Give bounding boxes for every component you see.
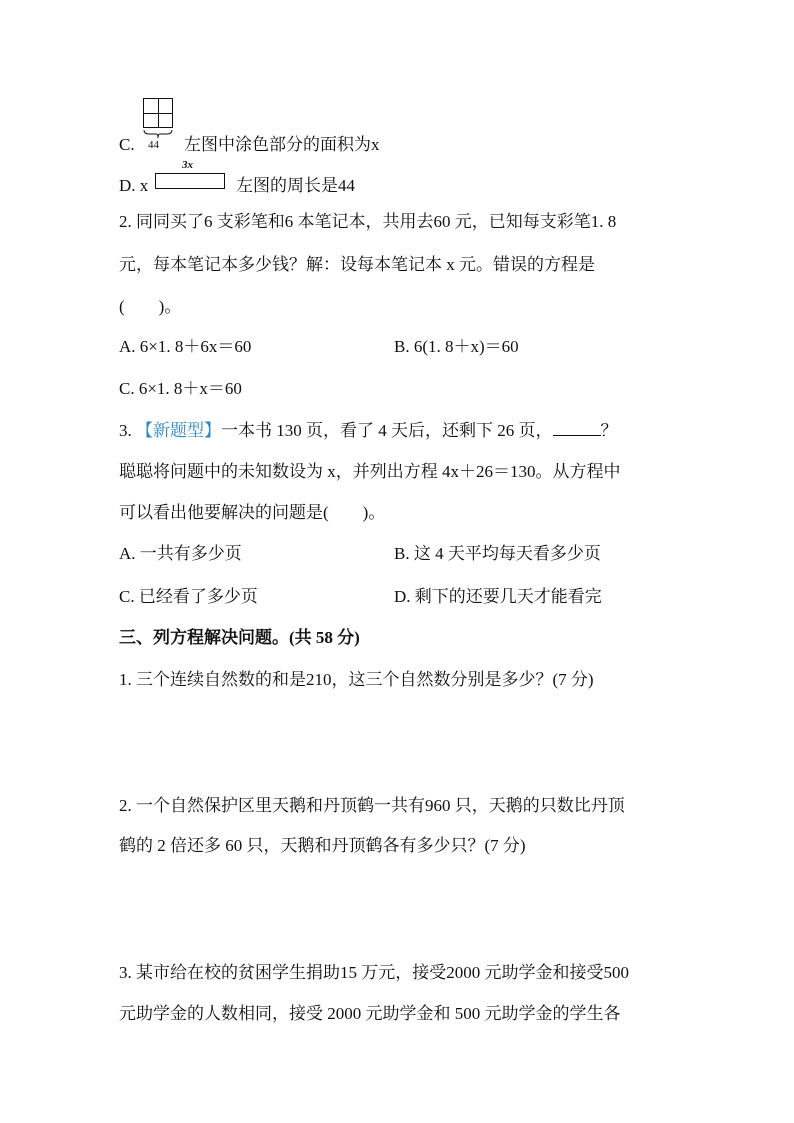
rect-figure xyxy=(155,173,225,189)
problem-2-line2: 鹤的 2 倍还多 60 只，天鹅和丹顶鹤各有多少只？(7 分) xyxy=(119,836,526,855)
q2-line1: 2. 同同买了6 支彩笔和6 本笔记本，共用去60 元，已知每支彩笔1. 8 xyxy=(119,212,617,231)
q3-option-d: D. 剩下的还要几天才能看完 xyxy=(394,587,602,606)
q3-line3: 可以看出他要解决的问题是( )。 xyxy=(119,503,386,522)
q3-option-a: A. 一共有多少页 xyxy=(119,544,242,563)
q2-option-b: B. 6(1. 8＋x)＝60 xyxy=(394,337,519,356)
option-c-text: 左图中涂色部分的面积为x xyxy=(184,135,380,154)
q3-option-c: C. 已经看了多少页 xyxy=(119,587,258,606)
q2-line2: 元，每本笔记本多少钱？解：设每本笔记本 x 元。错误的方程是 xyxy=(119,255,595,274)
problem-3-line1: 3. 某市给在校的贫困学生捐助15 万元，接受2000 元助学金和接受500 xyxy=(119,963,629,982)
option-d-text: 左图的周长是44 xyxy=(236,176,355,195)
option-c-label: C. xyxy=(119,135,135,154)
new-type-tag: 【新题型】 xyxy=(136,421,221,440)
q3-option-b: B. 这 4 天平均每天看多少页 xyxy=(394,544,601,563)
problem-1: 1. 三个连续自然数的和是210，这三个自然数分别是多少？(7 分) xyxy=(119,670,594,689)
grid-figure xyxy=(143,98,173,128)
q2-line3: ( )。 xyxy=(119,297,182,316)
q3-line1-end: ？ xyxy=(600,421,618,440)
q2-option-c: C. 6×1. 8＋x＝60 xyxy=(119,379,242,398)
problem-2-line1: 2. 一个自然保护区里天鹅和丹顶鹤一共有960 只，天鹅的只数比丹顶 xyxy=(119,796,625,815)
grid-figure-label: 44 xyxy=(148,139,159,151)
q3-line1-text: 一本书 130 页，看了 4 天后，还剩下 26 页， xyxy=(221,421,553,440)
q3-number: 3. xyxy=(119,421,136,440)
problem-3-line2: 元助学金的人数相同，接受 2000 元助学金和 500 元助学金的学生各 xyxy=(119,1004,621,1023)
q3-line1 xyxy=(119,420,618,442)
brace-figure xyxy=(143,130,173,138)
option-d-label: D. x xyxy=(119,176,149,195)
answer-blank xyxy=(553,421,601,436)
section-heading: 三、列方程解决问题。(共 58 分) xyxy=(119,628,360,647)
rect-figure-label: 3x xyxy=(182,159,193,171)
q2-option-a: A. 6×1. 8＋6x＝60 xyxy=(119,337,252,356)
q3-line2: 聪聪将问题中的未知数设为 x，并列出方程 4x＋26＝130。从方程中 xyxy=(119,462,621,481)
